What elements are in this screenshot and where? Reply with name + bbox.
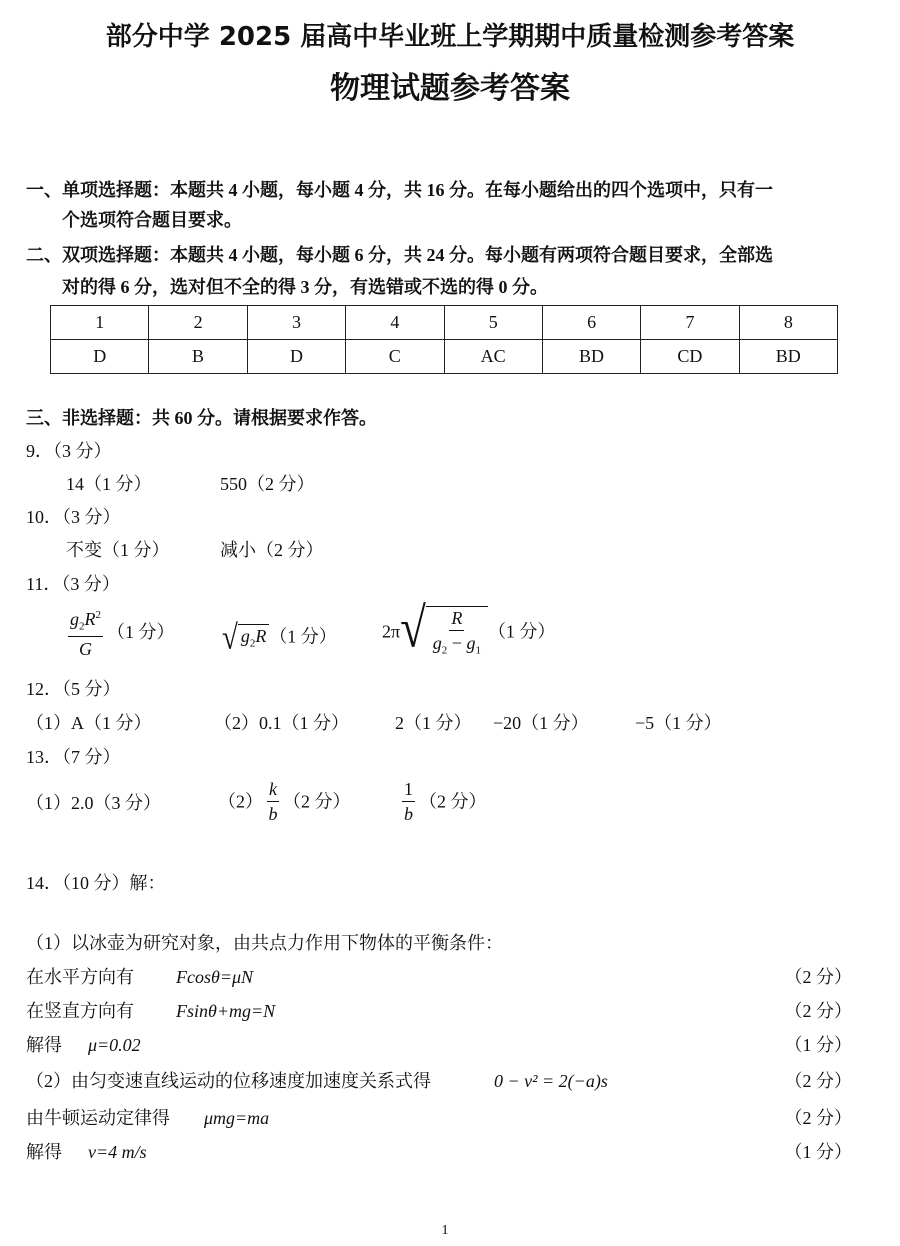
q12-label: 12．（5 分） [26,679,121,699]
q12-answer5: −5（1 分） [635,713,722,733]
table-cell: C [346,340,444,374]
q14-row-score: （1 分） [784,1142,852,1162]
q14-row-text: 在竖直方向有 [26,1001,134,1021]
table-cell: 6 [542,306,640,340]
q14-intro: （1）以冰壶为研究对象，由共点力作用下物体的平衡条件： [26,933,503,953]
table-cell: 8 [739,306,837,340]
q14-row-text: 解得 [26,1035,62,1055]
q14-row-text: （2）由匀变速直线运动的位移速度加速度关系式得 [26,1071,431,1091]
q14-row-text: 解得 [26,1142,62,1162]
document-subtitle: 物理试题参考答案 [330,71,570,106]
section1-line2: 个选项符合题目要求。 [62,210,242,230]
table-cell: 4 [346,306,444,340]
q14-row-score: （2 分） [784,1108,852,1128]
answer-table [50,305,838,374]
q11-formula3: 2π √ $\frac{R}{g_2 - g_1}$ （1 分） [382,597,556,660]
q12-answer4: −20（1 分） [493,713,589,733]
q13-label: 13．（7 分） [26,747,121,767]
q11-score3: （1 分） [487,621,556,642]
q14-row-formula: 0 − v² = 2(−a)s [494,1071,608,1091]
section2-line2: 对的得 6 分，选对但不全的得 3 分，有选错或不选的得 0 分。 [62,277,548,297]
q11-formula2: √ $g_2R$ （1 分） [222,618,337,658]
table-cell: 3 [247,306,345,340]
table-cell: CD [641,340,739,374]
q14-row-score: （1 分） [784,1035,852,1055]
q13-answer2: （2） $\frac{k}{b}$ （2 分） [218,779,351,824]
table-cell: BD [739,340,837,374]
table-cell: D [51,340,149,374]
q10-answer2: 减小（2 分） [220,540,324,560]
q10-answer1: 不变（1 分） [66,540,170,560]
q14-row-formula: v=4 m/s [88,1142,147,1162]
document-title: 部分中学 2025 届高中毕业班上学期期中质量检测参考答案 [105,22,795,52]
q13-answer3: $\frac{1}{b}$ （2 分） [404,779,487,824]
table-cell: 1 [51,306,149,340]
q12-answer1: （1）A（1 分） [26,713,152,733]
section1-line1: 一、单项选择题：本题共 4 小题，每小题 4 分，共 16 分。在每小题给出的四个选项中，只有一 [26,180,773,200]
section3-heading: 三、非选择题：共 60 分。请根据要求作答。 [26,408,377,428]
q11-score2: （1 分） [269,626,337,647]
q14-label: 14．（10 分）解： [26,873,166,893]
q14-row-formula: μ=0.02 [88,1035,141,1055]
q14-row-formula: Fsinθ+mg=N [176,1001,276,1021]
table-cell: D [247,340,345,374]
q9-label: 9．（3 分） [26,441,112,461]
q9-answer2: 550（2 分） [220,474,315,494]
q14-row-score: （2 分） [784,1001,852,1021]
q12-answer3: 2（1 分） [395,713,472,733]
q14-row-text: 在水平方向有 [26,967,134,987]
q11-label: 11．（3 分） [26,574,120,594]
q14-row-score: （2 分） [784,967,852,987]
q14-row-formula: Fcosθ=μN [176,967,254,987]
page-number: 1 [441,1223,449,1238]
q14-row-formula: μmg=ma [204,1108,270,1128]
q12-answer2: （2）0.1（1 分） [214,713,349,733]
table-row-answers [51,340,838,374]
q14-row-score: （2 分） [784,1071,852,1091]
table-cell: 2 [149,306,247,340]
q10-label: 10．（3 分） [26,507,121,527]
q11-formula1: $\frac{g_2R^2}{G}$ （1 分） [70,609,175,659]
q9-answer1: 14（1 分） [66,474,152,494]
table-cell: 5 [444,306,542,340]
table-row-numbers [51,306,838,340]
table-cell: BD [542,340,640,374]
q14-row-text: 由牛顿运动定律得 [26,1108,170,1128]
table-cell: 7 [641,306,739,340]
q13-answer1: （1）2.0（3 分） [26,793,161,813]
q11-score1: （1 分） [107,621,175,642]
table-cell: AC [444,340,542,374]
section2-line1: 二、双项选择题：本题共 4 小题，每小题 6 分，共 24 分。每小题有两项符合题目要求，全部选 [26,245,773,265]
table-cell: B [149,340,247,374]
